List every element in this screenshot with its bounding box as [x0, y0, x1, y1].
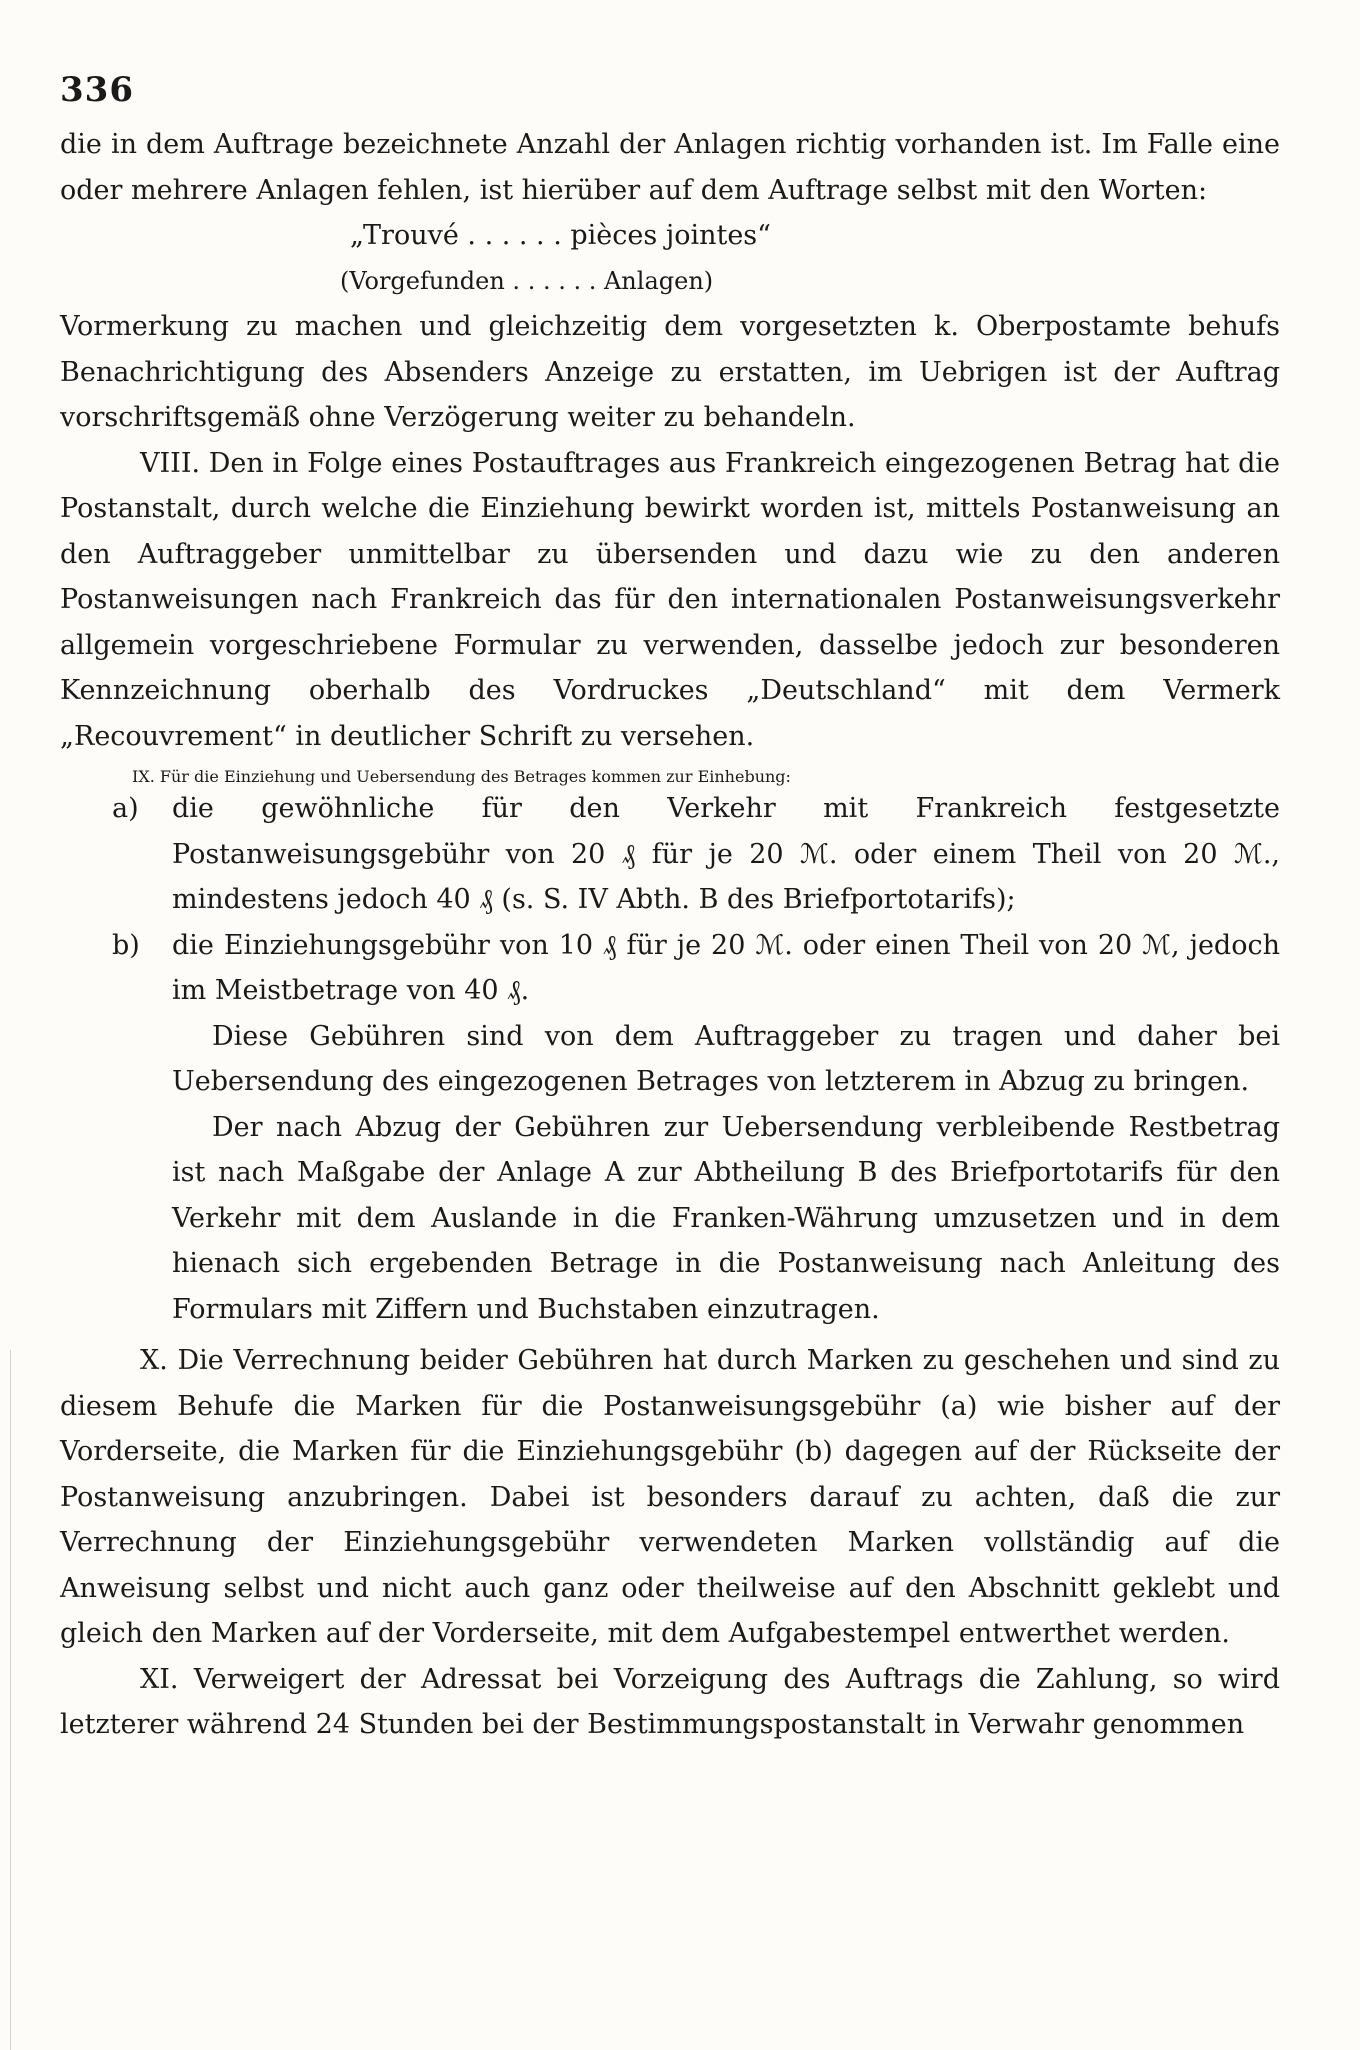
section-ix-paragraph-1: Diese Gebühren sind von dem Auftraggeber zu tragen und daher bei Uebersendung des eingezogenen Betrages von letzterem in Abzug zu bringen. [172, 1020, 1280, 1097]
margin-line [10, 1350, 11, 2050]
paragraph-vormerkung: Vormerkung zu machen und gleichzeitig dem vorgesetzten k. Oberpostamte behufs Benachrichtigung des Absenders Anzeige zu erstatten, im Uebrigen ist der Auftrag vorschriftsgemäß ohne Verzögerung weiter zu behandeln. [60, 311, 1280, 433]
list-text-a: die gewöhnliche für den Verkehr mit Frankreich festgesetzte Postanweisungsgebühr von 20 ₰ für je 20 ℳ. oder einem Theil von 20 ℳ., mindestens jedoch 40 ₰ (s. S. IV Abth. B des Briefportotarifs); [172, 793, 1280, 915]
list-item-b [60, 923, 1280, 1014]
quote-trouve: „Trouvé . . . . . . pièces jointes“ [350, 220, 771, 251]
paragraph-intro: die in dem Auftrage bezeichnete Anzahl der Anlagen richtig vorhanden ist. Im Falle eine oder mehrere Anlagen fehlen, ist hierüber auf dem Auftrage selbst mit den Worten: [60, 129, 1280, 206]
section-ix-paragraph-2: Der nach Abzug der Gebühren zur Uebersendung verbleibende Restbetrag ist nach Maßgabe der Anlage A zur Abtheilung B des Briefportotarifs für den Verkehr mit dem Auslande in die Franken-Währung umzusetzen und in dem hienach sich ergebenden Betrage in die Postanweisung nach Anleitung des Formulars mit Ziffern und Buchstaben einzutragen. [172, 1111, 1280, 1325]
list-text-b: die Einziehungsgebühr von 10 ₰ für je 20 ℳ. oder einen Theil von 20 ℳ, jedoch im Meistbetrage von 40 ₰. [172, 929, 1280, 1006]
section-ix-heading: IX. Für die Einziehung und Uebersendung des Betrages kommen zur Einhebung: [132, 767, 791, 786]
list-marker-b: b) [112, 929, 140, 961]
page-number: 336 [60, 70, 134, 110]
section-viii: VIII. Den in Folge eines Postauftrages aus Frankreich eingezogenen Betrag hat die Postanstalt, durch welche die Einziehung bewirkt worden ist, mittels Postanweisung an den Auftraggeber unmittelbar zu übersenden und dazu wie zu den anderen Postanweisungen nach Frankreich das für den internationalen Postanweisungsverkehr allgemein vorgeschriebene Formular zu verwenden, dasselbe jedoch zur besonderen Kennzeichnung oberhalb des Vordruckes „Deutschland“ mit dem Vermerk „Recouvrement“ in deutlicher Schrift zu versehen. [60, 447, 1280, 752]
section-xi: XI. Verweigert der Adressat bei Vorzeigung des Auftrags die Zahlung, so wird letzterer während 24 Stunden bei der Bestimmungspostanstalt in Verwahr genommen [60, 1663, 1280, 1740]
quote-vorgefunden: (Vorgefunden . . . . . . Anlagen) [340, 266, 714, 295]
list-item-a [60, 786, 1280, 923]
list-marker-a: a) [112, 793, 139, 824]
section-x: X. Die Verrechnung beider Gebühren hat durch Marken zu geschehen und sind zu diesem Behufe die Marken für die Postanweisungsgebühr (a) wie bisher auf der Vorderseite, die Marken für die Einziehungsgebühr (b) dagegen auf der Rückseite der Postanweisung anzubringen. Dabei ist besonders darauf zu achten, daß die zur Verrechnung der Einziehungsgebühr verwendeten Marken vollständig auf die Anweisung selbst und nicht auch ganz oder theilweise auf den Abschnitt geklebt und gleich den Marken auf der Vorderseite, mit dem Aufgabestempel entwerthet werden. [60, 1345, 1280, 1649]
